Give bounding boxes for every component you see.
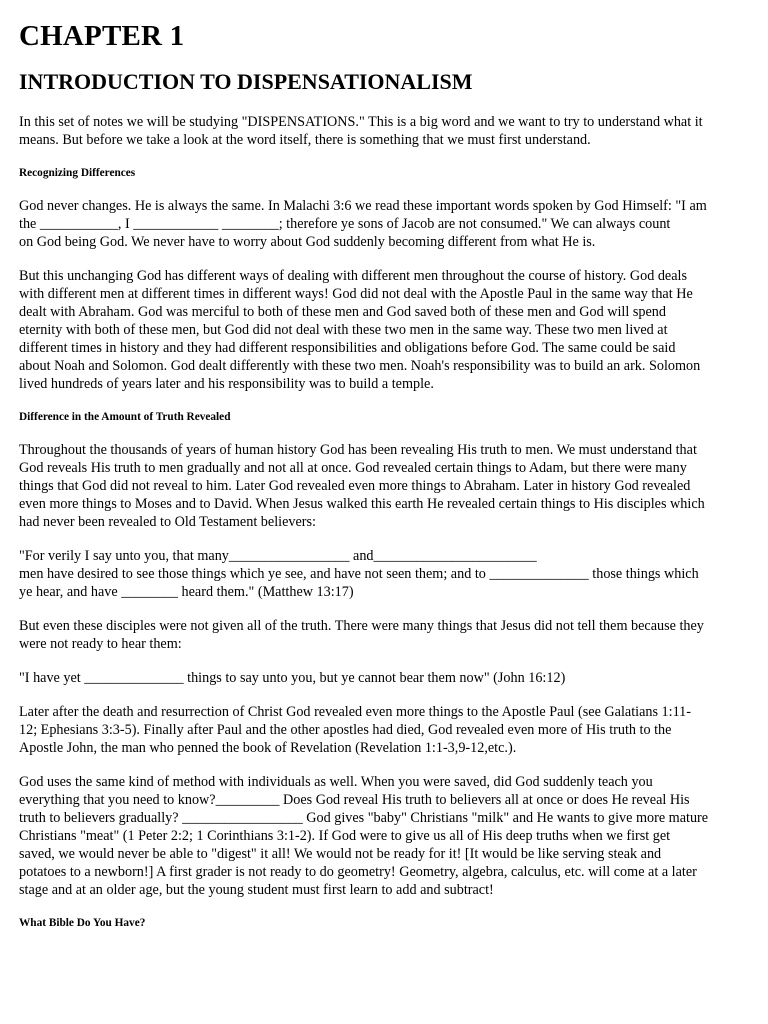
section-heading-truth-revealed: Difference in the Amount of Truth Revealed [19,411,231,423]
malachi-paragraph [19,197,744,251]
text-line: means. But before we take a look at the word itself, there is something that we must first understand. [19,132,591,148]
section-heading-recognizing-differences: Recognizing Differences [19,167,136,179]
text-line: lived hundreds of years later and his responsibility was to build a temple. [19,376,434,392]
text-line: stage and at an older age, but the young student must first learn to add and subtract! [19,882,494,898]
matthew-quote-paragraph [19,547,744,601]
apostle-paul-paragraph [19,703,744,757]
chapter-title: INTRODUCTION TO DISPENSATIONALISM [19,69,473,94]
text-line: dealt with Abraham. God was merciful to both of these men and God saved both of these men and God will spend [19,304,666,320]
text-line: men have desired to see those things which ye see, and have not seen them; and to ______________ those things which [19,566,699,582]
text-line: 12; Ephesians 3:3-5). Finally after Paul and the other apostles had died, God revealed even more of His truth to the [19,722,672,738]
text-line: everything that you need to know?_________ Does God reveal His truth to believers all at once or does He reveal His [19,792,690,808]
disciples-paragraph [19,617,744,653]
text-line: In this set of notes we will be studying "DISPENSATIONS." This is a big word and we want to try to understand what it [19,114,703,130]
text-line: eternity with both of these men, but God did not deal with these two men in the same way. These two men lived at [19,322,668,338]
text-line: Throughout the thousands of years of human history God has been revealing His truth to men. We must understand that [19,442,697,458]
intro-paragraph [19,113,744,149]
section-heading-what-bible: What Bible Do You Have? [19,917,146,929]
text-line: Christians "meat" (1 Peter 2:2; 1 Corinthians 3:1-2). If God were to give us all of His deep truths when we first get [19,828,671,844]
text-line: ye hear, and have ________ heard them." (Matthew 13:17) [19,584,354,600]
text-line: even more things to Moses and to David. When Jesus walked this earth He revealed certain things to His disciples which [19,496,705,512]
text-line: saved, we would never be able to "digest" it all! We would not be ready for it! [It would be like serving steak and [19,846,662,862]
text-line: Apostle John, the man who penned the book of Revelation (Revelation 1:1-3,9-12,etc.). [19,740,517,756]
text-line: about Noah and Solomon. God dealt differently with these two men. Noah's responsibility was to build an ark. Solomon [19,358,701,374]
text-line: the ___________, I ____________ ________; therefore ye sons of Jacob are not consumed." We can always count [19,216,671,232]
text-line: "I have yet ______________ things to say unto you, but ye cannot bear them now" (John 16:12) [19,670,566,686]
text-line: things that God did not reveal to him. Later God revealed even more things to Abraham. Later in history God revealed [19,478,691,494]
text-line: were not ready to hear them: [19,636,182,652]
text-line: different times in history and they had different responsibilities and obligations before God. The same could be said [19,340,676,356]
text-line: But this unchanging God has different ways of dealing with different men throughout the course of history. God deals [19,268,687,284]
text-line: truth to believers gradually? _________________ God gives "baby" Christians "milk" and He wants to give more mature [19,810,709,826]
text-line: Later after the death and resurrection of Christ God revealed even more things to the Apostle Paul (see Galatians 1:11- [19,704,691,720]
chapter-heading: CHAPTER 1 [19,20,185,52]
unchanging-god-paragraph [19,267,744,393]
thousands-years-paragraph [19,441,744,531]
text-line: "For verily I say unto you, that many_________________ and_______________________ [19,548,537,564]
john-quote-paragraph [19,669,744,687]
text-line: potatoes to a newborn!] A first grader is not ready to do geometry! Geometry, algebra, calculus, etc. will come at a later [19,864,697,880]
text-line: God uses the same kind of method with individuals as well. When you were saved, did God suddenly teach you [19,774,653,790]
method-paragraph [19,773,744,899]
text-line: God never changes. He is always the same. In Malachi 3:6 we read these important words spoken by God Himself: "I am [19,198,707,214]
text-line: God reveals His truth to men gradually and not all at once. God revealed certain things to Adam, but there were many [19,460,687,476]
text-line: on God being God. We never have to worry about God suddenly becoming different from what He is. [19,234,596,250]
text-line: But even these disciples were not given all of the truth. There were many things that Jesus did not tell them because they [19,618,704,634]
text-line: with different men at different times in different ways! God did not deal with the Apostle Paul in the same way that He [19,286,693,302]
text-line: had never been revealed to Old Testament believers: [19,514,316,530]
